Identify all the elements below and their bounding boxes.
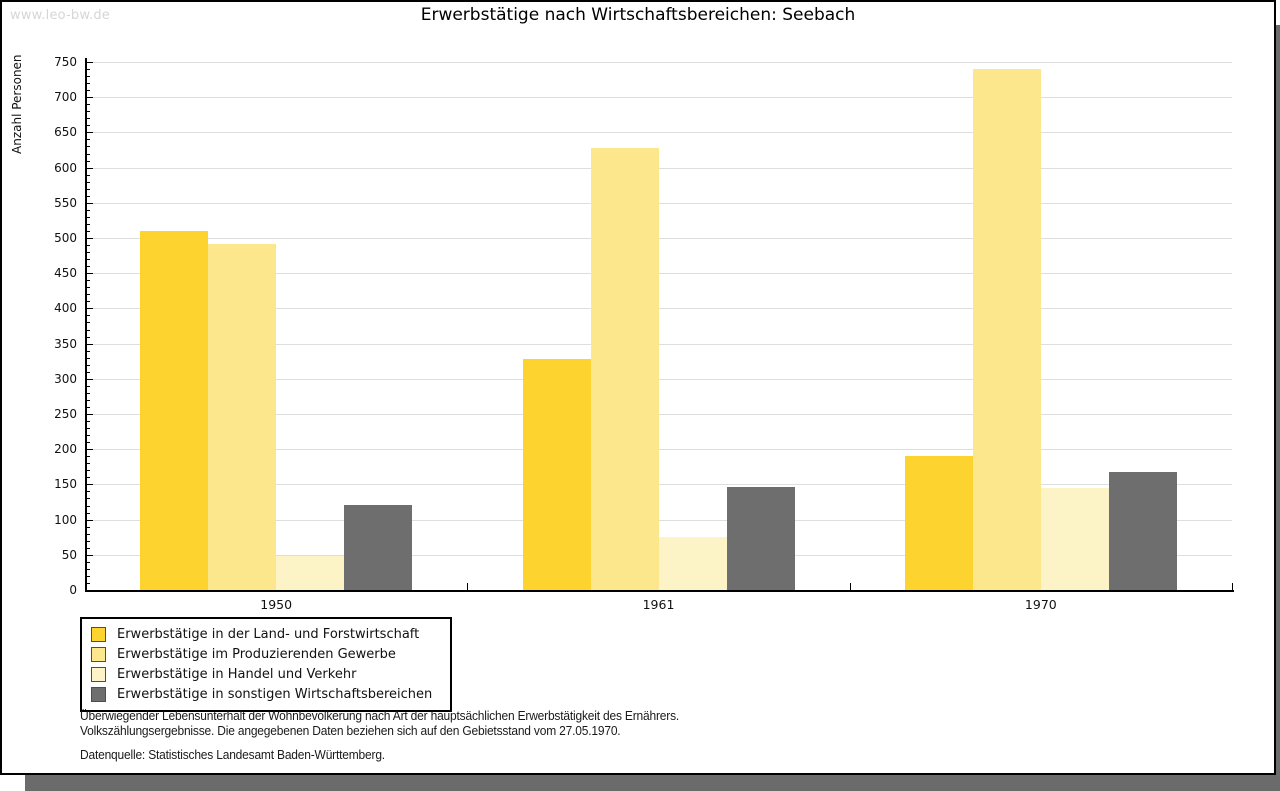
y-axis-major-tick	[87, 449, 93, 450]
y-axis-minor-tick	[87, 217, 90, 218]
footnote-line-1: Überwiegender Lebensunterhalt der Wohnbevölkerung nach Art der hauptsächlichen Erwerbstätigkeit des Ernährers.	[80, 709, 680, 723]
y-axis-minor-tick	[87, 534, 90, 535]
y-axis-minor-tick	[87, 111, 90, 112]
y-axis-tick-label: 300	[54, 371, 77, 386]
y-axis-tick-label: 400	[54, 301, 77, 316]
y-axis-tick-label: 0	[69, 583, 77, 597]
y-axis-title: Anzahl Personen	[10, 54, 24, 154]
legend-swatch-handel-verkehr	[91, 667, 106, 682]
y-axis-minor-tick	[87, 372, 90, 373]
gridline	[85, 203, 1232, 204]
bar-1950-series-3	[276, 556, 344, 590]
legend-label: Erwerbstätige in der Land- und Forstwirtschaft	[117, 626, 420, 642]
bar-1970-series-4	[1109, 472, 1177, 590]
y-axis-tick-label: 50	[61, 547, 77, 562]
legend-label: Erwerbstätige in Handel und Verkehr	[117, 666, 357, 682]
y-axis-minor-tick	[87, 146, 90, 147]
x-axis-tick	[467, 583, 468, 590]
y-axis-minor-tick	[87, 498, 90, 499]
y-axis-minor-tick	[87, 266, 90, 267]
y-axis-major-tick	[87, 132, 93, 133]
y-axis-major-tick	[87, 238, 93, 239]
y-axis-minor-tick	[87, 400, 90, 401]
y-axis-tick-label: 650	[54, 125, 77, 140]
y-axis-minor-tick	[87, 463, 90, 464]
y-axis-minor-tick	[87, 541, 90, 542]
y-axis-minor-tick	[87, 301, 90, 302]
x-axis-category-label: 1950	[260, 597, 293, 612]
y-axis-major-tick	[87, 97, 93, 98]
y-axis-minor-tick	[87, 513, 90, 514]
y-axis-minor-tick	[87, 562, 90, 563]
y-axis-tick-label: 250	[54, 407, 77, 421]
y-axis-minor-tick	[87, 139, 90, 140]
y-axis-tick-label: 700	[54, 90, 77, 105]
y-axis-minor-tick	[87, 407, 90, 408]
footnote-source: Datenquelle: Statistisches Landesamt Baden-Württemberg.	[80, 748, 385, 762]
y-axis-minor-tick	[87, 161, 90, 162]
bar-1950-series-4	[344, 505, 412, 590]
y-axis-minor-tick	[87, 351, 90, 352]
y-axis-minor-tick	[87, 259, 90, 260]
y-axis-tick-label: 550	[54, 195, 77, 210]
y-axis-tick-label: 200	[54, 442, 77, 457]
frame-shadow-bottom	[25, 775, 1280, 791]
frame-shadow-right	[1276, 25, 1280, 791]
y-axis-minor-tick	[87, 315, 90, 316]
legend-swatch-sonstige-wirtschaftsbereiche	[91, 687, 106, 702]
chart-title: Erwerbstätige nach Wirtschaftsbereichen: Seebach	[420, 5, 856, 25]
y-axis-minor-tick	[87, 576, 90, 577]
y-axis-minor-tick	[87, 435, 90, 436]
x-axis-line	[85, 590, 1234, 592]
y-axis-minor-tick	[87, 287, 90, 288]
y-axis-major-tick	[87, 344, 93, 345]
y-axis-major-tick	[87, 555, 93, 556]
x-axis-tick	[850, 583, 851, 590]
legend-item	[91, 624, 443, 644]
y-axis-minor-tick	[87, 491, 90, 492]
legend-item	[91, 664, 443, 684]
y-axis-tick-label: 350	[54, 336, 77, 351]
y-axis-major-tick	[87, 414, 93, 415]
footnote-line-2: Volkszählungsergebnisse. Die angegebenen Daten beziehen sich auf den Gebietsstand vom 27.05.1970.	[80, 724, 621, 738]
x-axis-category-label: 1970	[1024, 597, 1057, 612]
y-axis-minor-tick	[87, 189, 90, 190]
y-axis-minor-tick	[87, 477, 90, 478]
y-axis-minor-tick	[87, 358, 90, 359]
legend-item	[91, 684, 443, 704]
y-axis-minor-tick	[87, 428, 90, 429]
bar-1961-series-4	[727, 487, 795, 590]
bar-1970-series-1	[905, 456, 973, 590]
y-axis-minor-tick	[87, 175, 90, 176]
y-axis-major-tick	[87, 168, 93, 169]
bar-1961-series-1	[523, 359, 591, 590]
y-axis-minor-tick	[87, 294, 90, 295]
legend-item	[91, 644, 443, 664]
y-axis-minor-tick	[87, 252, 90, 253]
x-axis-end-tick	[1232, 583, 1233, 590]
y-axis-minor-tick	[87, 442, 90, 443]
y-axis-minor-tick	[87, 365, 90, 366]
y-axis-minor-tick	[87, 196, 90, 197]
bar-1970-series-2	[973, 69, 1041, 590]
y-axis-tick-label: 450	[54, 266, 77, 281]
y-axis-minor-tick	[87, 337, 90, 338]
bar-1961-series-3	[659, 537, 727, 590]
y-axis-minor-tick	[87, 245, 90, 246]
y-axis-minor-tick	[87, 118, 90, 119]
legend	[80, 617, 452, 712]
y-axis-tick-label: 750	[54, 55, 77, 69]
bar-1950-series-1	[140, 231, 208, 590]
y-axis-minor-tick	[87, 583, 90, 584]
y-axis-tick-label: 150	[54, 477, 77, 492]
bar-1961-series-2	[591, 148, 659, 590]
footnotes	[80, 709, 679, 763]
legend-label: Erwerbstätige im Produzierenden Gewerbe	[117, 646, 396, 662]
y-axis-major-tick	[87, 203, 93, 204]
y-axis-minor-tick	[87, 569, 90, 570]
y-axis-tick-label: 100	[54, 512, 77, 527]
y-axis-major-tick	[87, 520, 93, 521]
y-axis-minor-tick	[87, 527, 90, 528]
y-axis-minor-tick	[87, 76, 90, 77]
y-axis-minor-tick	[87, 154, 90, 155]
y-axis-minor-tick	[87, 280, 90, 281]
bar-1970-series-3	[1041, 488, 1109, 590]
y-axis-minor-tick	[87, 506, 90, 507]
legend-swatch-land-forstwirtschaft	[91, 627, 106, 642]
y-axis-major-tick	[87, 484, 93, 485]
y-axis-minor-tick	[87, 125, 90, 126]
y-axis-minor-tick	[87, 421, 90, 422]
y-axis-minor-tick	[87, 224, 90, 225]
y-axis-minor-tick	[87, 456, 90, 457]
y-axis-minor-tick	[87, 210, 90, 211]
y-axis-line	[85, 58, 87, 592]
y-axis-minor-tick	[87, 330, 90, 331]
gridline	[85, 238, 1232, 239]
y-axis-minor-tick	[87, 470, 90, 471]
y-axis-minor-tick	[87, 90, 90, 91]
y-axis-minor-tick	[87, 322, 90, 323]
y-axis-major-tick	[87, 62, 93, 63]
y-axis-minor-tick	[87, 231, 90, 232]
y-axis-minor-tick	[87, 548, 90, 549]
y-axis-minor-tick	[87, 393, 90, 394]
legend-swatch-produzierendes-gewerbe	[91, 647, 106, 662]
y-axis-minor-tick	[87, 69, 90, 70]
y-axis-major-tick	[87, 273, 93, 274]
y-axis-minor-tick	[87, 182, 90, 183]
y-axis-tick-label: 500	[54, 231, 77, 245]
y-axis-major-tick	[87, 308, 93, 309]
y-axis-tick-label: 600	[54, 160, 77, 175]
gridline	[85, 62, 1232, 63]
gridline	[85, 168, 1232, 169]
x-axis-category-label: 1961	[642, 597, 675, 612]
y-axis-minor-tick	[87, 104, 90, 105]
y-axis-minor-tick	[87, 386, 90, 387]
gridline	[85, 97, 1232, 98]
gridline	[85, 132, 1232, 133]
legend-label: Erwerbstätige in sonstigen Wirtschaftsbereichen	[117, 686, 433, 702]
watermark-url: www.leo-bw.de	[10, 8, 111, 23]
y-axis-minor-tick	[87, 83, 90, 84]
bar-1950-series-2	[208, 244, 276, 590]
y-axis-major-tick	[87, 379, 93, 380]
